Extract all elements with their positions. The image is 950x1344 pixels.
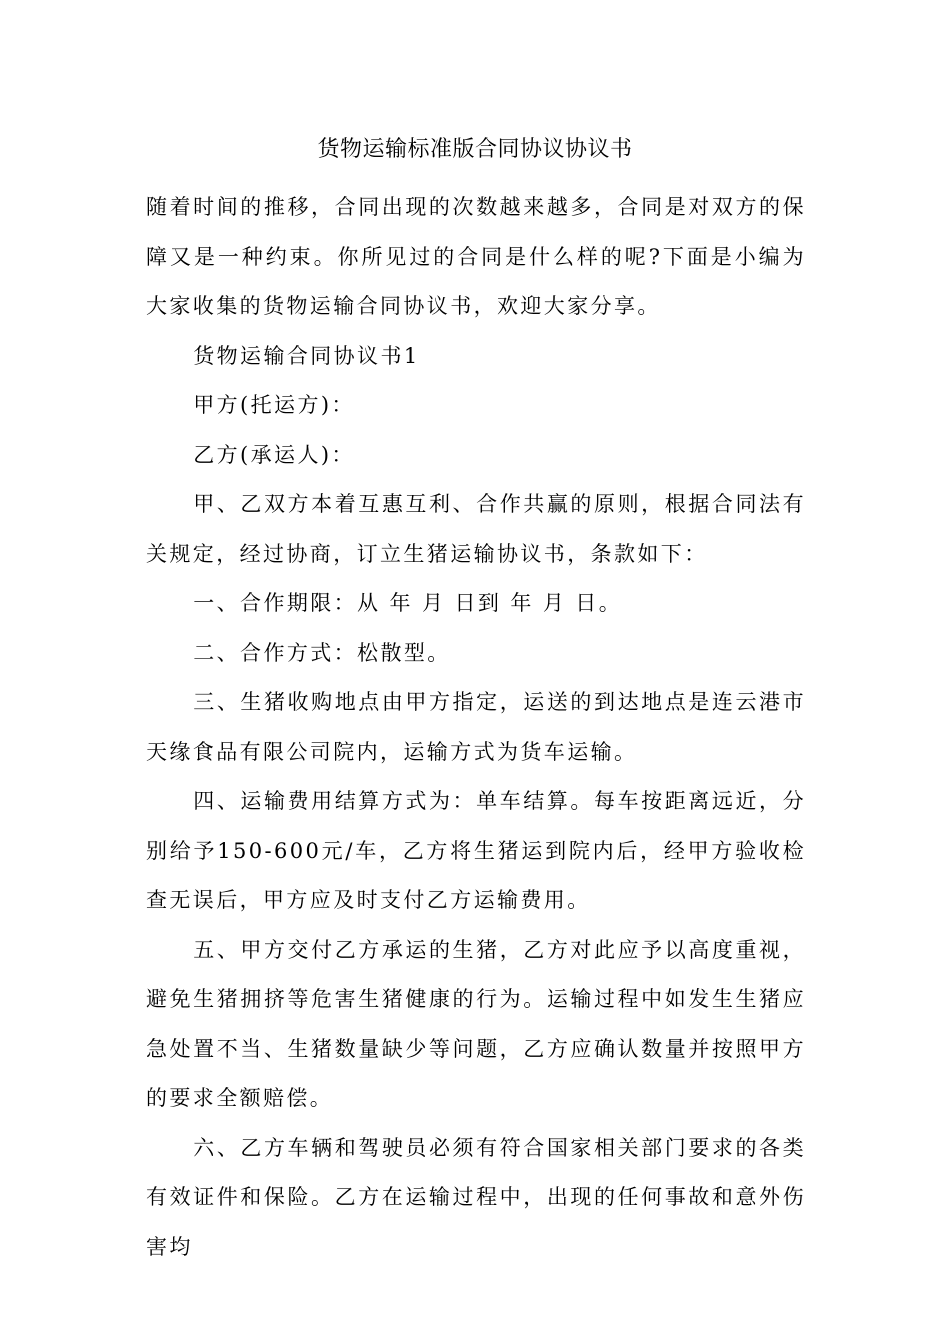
paragraph-party-b: 乙方(承运人)： [193, 442, 355, 467]
paragraph-clause-5: 五、甲方交付乙方承运的生猪，乙方对此应予以高度重视，避免生猪拥挤等危害生猪健康的行为。运输过程中如发生生猪应急处置不当、生猪数量缺少等问题，乙方应确认数量并按照甲方的要求全额赔偿。 [146, 937, 806, 1110]
paragraph-clause-3: 三、生猪收购地点由甲方指定，运送的到达地点是连云港市天缘食品有限公司院内，运输方式为货车运输。 [146, 690, 806, 764]
document-body [146, 183, 806, 1272]
paragraph-clause-6: 六、乙方车辆和驾驶员必须有符合国家相关部门要求的各类有效证件和保险。乙方在运输过程中，出现的任何事故和意外伤害均 [146, 1135, 806, 1259]
paragraph-preamble: 甲、乙双方本着互惠互利、合作共赢的原则，根据合同法有关规定，经过协商，订立生猪运输协议书，条款如下： [146, 492, 806, 566]
paragraph-clause-2: 二、合作方式：松散型。 [193, 640, 451, 665]
paragraph-clause-4: 四、运输费用结算方式为：单车结算。每车按距离远近，分别给予150-600元/车，乙方将生猪运到院内后，经甲方验收检查无误后，甲方应及时支付乙方运输费用。 [146, 789, 806, 912]
paragraph-intro: 随着时间的推移，合同出现的次数越来越多，合同是对双方的保障又是一种约束。你所见过的合同是什么样的呢?下面是小编为大家收集的货物运输合同协议书，欢迎大家分享。 [146, 195, 806, 318]
document-title: 货物运输标准版合同协议协议书 [317, 137, 633, 162]
paragraph-agreement-heading: 货物运输合同协议书1 [193, 343, 420, 368]
paragraph-clause-1: 一、合作期限：从 年 月 日到 年 月 日。 [193, 591, 623, 615]
paragraph-party-a: 甲方(托运方)： [193, 393, 355, 417]
